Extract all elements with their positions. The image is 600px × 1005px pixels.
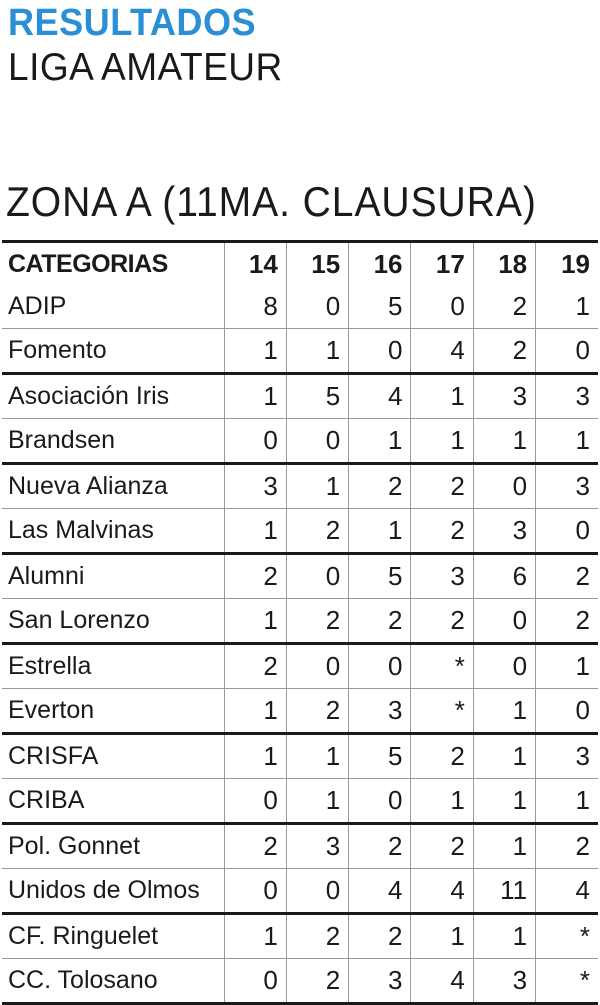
score-cell: 2 <box>349 599 411 644</box>
score-cell: 4 <box>536 869 598 914</box>
score-cell: 2 <box>286 914 348 959</box>
score-cell: 1 <box>536 644 598 689</box>
column-header-15: 15 <box>286 242 348 286</box>
table-body <box>2 285 598 1004</box>
team-name-cell: CC. Tolosano <box>2 959 224 1004</box>
score-cell: 2 <box>411 734 473 779</box>
team-name-cell: CRISFA <box>2 734 224 779</box>
zone-heading: ZONA A (11MA. CLAUSURA) <box>6 178 537 225</box>
score-cell: 0 <box>536 329 598 374</box>
team-name-cell: Las Malvinas <box>2 509 224 554</box>
column-header-17: 17 <box>411 242 473 286</box>
score-cell: 1 <box>224 509 286 554</box>
table-row <box>2 419 598 464</box>
team-name-cell: Unidos de Olmos <box>2 869 224 914</box>
team-name-cell: CF. Ringuelet <box>2 914 224 959</box>
results-table <box>2 240 598 1005</box>
score-cell: 5 <box>349 285 411 329</box>
table-row <box>2 374 598 419</box>
score-cell: 1 <box>473 734 535 779</box>
score-cell: 2 <box>473 329 535 374</box>
score-cell: 0 <box>349 644 411 689</box>
score-cell: * <box>536 914 598 959</box>
score-cell: 0 <box>349 779 411 824</box>
score-cell: 2 <box>411 599 473 644</box>
score-cell: 1 <box>411 374 473 419</box>
table-row <box>2 554 598 599</box>
score-cell: 1 <box>224 689 286 734</box>
score-cell: 0 <box>349 329 411 374</box>
score-cell: 0 <box>286 869 348 914</box>
score-cell: 1 <box>536 285 598 329</box>
score-cell: 3 <box>411 554 473 599</box>
score-cell: 0 <box>286 419 348 464</box>
column-header-categorias: CATEGORIAS <box>2 242 224 286</box>
table-row <box>2 914 598 959</box>
score-cell: 2 <box>349 464 411 509</box>
score-cell: 3 <box>536 464 598 509</box>
score-cell: * <box>411 644 473 689</box>
score-cell: 2 <box>286 599 348 644</box>
score-cell: 3 <box>349 959 411 1004</box>
score-cell: 0 <box>536 689 598 734</box>
team-name-cell: ADIP <box>2 285 224 329</box>
score-cell: 5 <box>349 554 411 599</box>
table-row <box>2 824 598 869</box>
score-cell: 1 <box>473 419 535 464</box>
score-cell: 1 <box>286 329 348 374</box>
score-cell: 1 <box>349 509 411 554</box>
score-cell: 3 <box>473 959 535 1004</box>
score-cell: 0 <box>411 285 473 329</box>
team-name-cell: Fomento <box>2 329 224 374</box>
page-subtitle: LIGA AMATEUR <box>8 46 283 89</box>
score-cell: 5 <box>286 374 348 419</box>
score-cell: 2 <box>349 914 411 959</box>
score-cell: 2 <box>224 824 286 869</box>
score-cell: 11 <box>473 869 535 914</box>
score-cell: 0 <box>224 419 286 464</box>
team-name-cell: Asociación Iris <box>2 374 224 419</box>
table-header-row <box>2 242 598 286</box>
score-cell: 1 <box>224 374 286 419</box>
score-cell: 3 <box>536 374 598 419</box>
score-cell: 2 <box>286 959 348 1004</box>
score-cell: 0 <box>224 959 286 1004</box>
score-cell: 2 <box>536 599 598 644</box>
score-cell: 3 <box>473 374 535 419</box>
column-header-19: 19 <box>536 242 598 286</box>
score-cell: 0 <box>224 869 286 914</box>
score-cell: 1 <box>411 419 473 464</box>
score-cell: 1 <box>473 824 535 869</box>
team-name-cell: Brandsen <box>2 419 224 464</box>
score-cell: 0 <box>286 644 348 689</box>
table-row <box>2 329 598 374</box>
team-name-cell: Alumni <box>2 554 224 599</box>
column-header-14: 14 <box>224 242 286 286</box>
table-row <box>2 509 598 554</box>
team-name-cell: San Lorenzo <box>2 599 224 644</box>
score-cell: 1 <box>473 689 535 734</box>
team-name-cell: Estrella <box>2 644 224 689</box>
team-name-cell: Everton <box>2 689 224 734</box>
score-cell: 1 <box>286 734 348 779</box>
table-row <box>2 689 598 734</box>
score-cell: 0 <box>224 779 286 824</box>
score-cell: * <box>536 959 598 1004</box>
team-name-cell: Nueva Alianza <box>2 464 224 509</box>
score-cell: 2 <box>286 689 348 734</box>
score-cell: 1 <box>411 914 473 959</box>
score-cell: 4 <box>411 959 473 1004</box>
team-name-cell: Pol. Gonnet <box>2 824 224 869</box>
results-table-container <box>0 240 600 1005</box>
score-cell: 5 <box>349 734 411 779</box>
score-cell: 3 <box>349 689 411 734</box>
table-row <box>2 959 598 1004</box>
column-header-16: 16 <box>349 242 411 286</box>
score-cell: 8 <box>224 285 286 329</box>
column-header-18: 18 <box>473 242 535 286</box>
score-cell: 0 <box>473 644 535 689</box>
score-cell: 0 <box>286 285 348 329</box>
score-cell: 0 <box>473 464 535 509</box>
team-name-cell: CRIBA <box>2 779 224 824</box>
score-cell: 1 <box>411 779 473 824</box>
score-cell: 2 <box>224 554 286 599</box>
score-cell: 1 <box>224 329 286 374</box>
score-cell: 4 <box>349 374 411 419</box>
score-cell: * <box>411 689 473 734</box>
score-cell: 3 <box>536 734 598 779</box>
table-row <box>2 599 598 644</box>
score-cell: 4 <box>349 869 411 914</box>
score-cell: 0 <box>286 554 348 599</box>
score-cell: 4 <box>411 329 473 374</box>
score-cell: 2 <box>286 509 348 554</box>
score-cell: 3 <box>286 824 348 869</box>
score-cell: 1 <box>536 419 598 464</box>
score-cell: 1 <box>536 779 598 824</box>
table-row <box>2 734 598 779</box>
score-cell: 1 <box>286 779 348 824</box>
score-cell: 2 <box>411 509 473 554</box>
score-cell: 1 <box>286 464 348 509</box>
score-cell: 3 <box>473 509 535 554</box>
score-cell: 2 <box>411 824 473 869</box>
score-cell: 1 <box>473 779 535 824</box>
score-cell: 2 <box>536 554 598 599</box>
score-cell: 3 <box>224 464 286 509</box>
score-cell: 0 <box>473 599 535 644</box>
score-cell: 1 <box>224 914 286 959</box>
table-row <box>2 869 598 914</box>
page-title: RESULTADOS <box>8 2 257 44</box>
score-cell: 0 <box>536 509 598 554</box>
score-cell: 4 <box>411 869 473 914</box>
score-cell: 1 <box>224 734 286 779</box>
table-row <box>2 779 598 824</box>
score-cell: 1 <box>224 599 286 644</box>
score-cell: 2 <box>411 464 473 509</box>
score-cell: 2 <box>224 644 286 689</box>
table-row <box>2 464 598 509</box>
table-row <box>2 285 598 329</box>
score-cell: 1 <box>473 914 535 959</box>
score-cell: 1 <box>349 419 411 464</box>
score-cell: 6 <box>473 554 535 599</box>
score-cell: 2 <box>536 824 598 869</box>
score-cell: 2 <box>473 285 535 329</box>
table-row <box>2 644 598 689</box>
score-cell: 2 <box>349 824 411 869</box>
